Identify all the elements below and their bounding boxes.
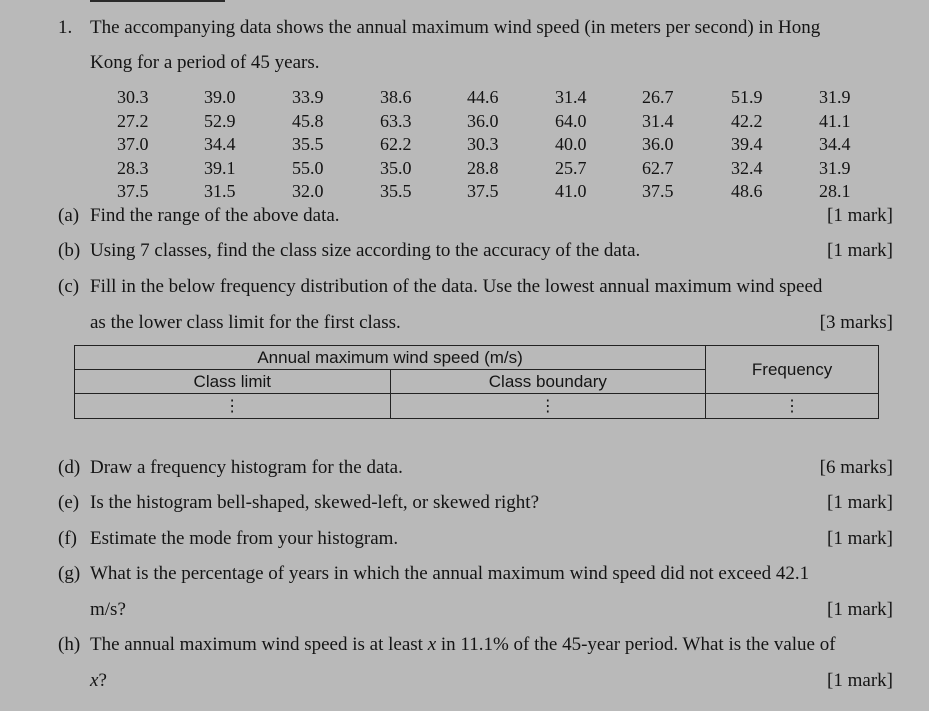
data-cell: 62.2 — [380, 134, 412, 154]
part-c-continued — [58, 311, 893, 337]
part-h-line2-tail: ? — [98, 670, 107, 691]
part-c-marks: [3 marks] — [819, 312, 893, 333]
part-a-text: Find the range of the above data. — [90, 205, 340, 226]
part-b — [58, 239, 893, 265]
part-h-marks: [1 mark] — [827, 670, 893, 691]
data-cell: 45.8 — [292, 110, 324, 131]
data-cell: 27.2 — [117, 110, 149, 131]
data-row — [104, 180, 864, 204]
data-cell: 41.0 — [555, 181, 587, 201]
part-h-variable-x: x — [427, 634, 437, 655]
data-cell: 37.0 — [117, 134, 149, 154]
part-f-label: (f) — [58, 528, 77, 549]
part-e-text: Is the histogram bell-shaped, skewed-left, or skewed right? — [90, 492, 540, 513]
data-cell: 51.9 — [731, 87, 763, 107]
data-cell: 36.0 — [467, 110, 499, 131]
part-c-text-line1: Fill in the below frequency distribution of the data. Use the lowest annual maximum wind speed — [90, 276, 823, 297]
part-c-label: (c) — [58, 276, 80, 297]
part-g-continued — [58, 598, 893, 624]
data-cell: 44.6 — [467, 87, 499, 107]
question-number: 1. — [58, 17, 73, 38]
data-cell: 42.2 — [731, 110, 763, 131]
part-d-label: (d) — [58, 457, 81, 478]
data-cell: 34.4 — [819, 134, 851, 154]
part-h-continued — [58, 669, 893, 695]
data-cell: 40.0 — [555, 134, 587, 154]
part-h-text-before: The annual maximum wind speed is at least — [90, 634, 428, 655]
class-limit-entry-cell[interactable] — [75, 394, 391, 419]
part-h-variable-x-line2: x — [90, 670, 99, 691]
data-row — [104, 133, 864, 157]
part-c-text-line2: as the lower class limit for the first class. — [90, 312, 401, 333]
data-cell: 32.0 — [292, 181, 324, 201]
part-b-text: Using 7 classes, find the class size according to the accuracy of the data. — [90, 240, 641, 261]
group-header-cell: Annual maximum wind speed (m/s) — [75, 346, 706, 370]
data-cell: 28.3 — [117, 157, 149, 178]
data-cell: 35.5 — [292, 134, 324, 154]
part-h-text-line2 — [90, 669, 107, 693]
data-row — [104, 157, 864, 181]
data-cell: 28.1 — [819, 181, 851, 201]
data-cell: 30.3 — [467, 134, 499, 154]
part-d — [58, 456, 893, 482]
part-f-marks: [1 mark] — [827, 528, 893, 549]
part-d-text: Draw a frequency histogram for the data. — [90, 457, 403, 478]
class-limit-header-cell: Class limit — [75, 370, 391, 394]
part-g-label: (g) — [58, 563, 81, 584]
part-g-text-line1: What is the percentage of years in which the annual maximum wind speed did not exceed 42.1 — [90, 563, 810, 584]
data-cell: 31.5 — [204, 181, 236, 201]
data-cell: 39.4 — [731, 134, 763, 154]
header-rule — [90, 0, 225, 2]
data-cell: 36.0 — [642, 134, 674, 154]
part-a-label: (a) — [58, 205, 80, 226]
part-g — [58, 562, 893, 588]
data-cell: 33.9 — [292, 87, 324, 107]
question-text-line1: The accompanying data shows the annual maximum wind speed (in meters per second) in Hong — [90, 17, 821, 38]
data-cell: 48.6 — [731, 181, 763, 201]
data-cell: 41.1 — [819, 110, 851, 131]
class-boundary-header-cell: Class boundary — [390, 370, 706, 394]
part-h-label: (h) — [58, 634, 81, 655]
data-cell: 39.1 — [204, 157, 236, 178]
frequency-placeholder: ⋮ — [784, 398, 801, 415]
part-f-text: Estimate the mode from your histogram. — [90, 528, 399, 549]
data-cell: 37.5 — [467, 181, 499, 201]
data-cell: 31.9 — [819, 87, 851, 107]
data-cell: 39.0 — [204, 87, 236, 107]
data-cell: 37.5 — [117, 181, 149, 201]
data-cell: 25.7 — [555, 157, 587, 178]
part-c — [58, 275, 893, 301]
class-limit-placeholder: ⋮ — [224, 398, 241, 415]
data-cell: 35.5 — [380, 181, 412, 201]
data-cell: 64.0 — [555, 110, 587, 131]
frequency-distribution-table — [74, 345, 879, 419]
data-cell: 55.0 — [292, 157, 324, 178]
data-row — [104, 86, 864, 110]
data-cell: 34.4 — [204, 134, 236, 154]
data-cell: 28.8 — [467, 157, 499, 178]
part-a-marks: [1 mark] — [827, 205, 893, 226]
part-g-text-line2: m/s? — [90, 599, 126, 620]
data-cell: 38.6 — [380, 87, 412, 107]
data-cell: 35.0 — [380, 157, 412, 178]
data-cell: 63.3 — [380, 110, 412, 131]
part-e-marks: [1 mark] — [827, 492, 893, 513]
data-row — [104, 110, 864, 134]
part-f — [58, 527, 893, 553]
frequency-header-cell: Frequency — [706, 346, 879, 394]
data-cell: 62.7 — [642, 157, 674, 178]
part-b-marks: [1 mark] — [827, 240, 893, 261]
part-d-marks: [6 marks] — [819, 457, 893, 478]
part-h-text-after: in 11.1% of the 45-year period. What is the value of — [436, 634, 836, 655]
data-cell: 31.9 — [819, 157, 851, 178]
frequency-entry-cell[interactable] — [706, 394, 879, 419]
part-g-marks: [1 mark] — [827, 599, 893, 620]
wind-speed-data-grid — [104, 86, 864, 204]
part-h — [58, 633, 893, 659]
data-cell: 31.4 — [555, 87, 587, 107]
part-e — [58, 491, 893, 517]
part-h-text-line1 — [90, 633, 836, 657]
question-text-line2: Kong for a period of 45 years. — [90, 52, 320, 73]
class-boundary-placeholder: ⋮ — [539, 398, 556, 415]
data-cell: 52.9 — [204, 110, 236, 131]
part-e-label: (e) — [58, 492, 80, 513]
part-a — [58, 204, 893, 230]
class-boundary-entry-cell[interactable] — [390, 394, 706, 419]
data-cell: 31.4 — [642, 110, 674, 131]
part-b-label: (b) — [58, 240, 81, 261]
data-cell: 32.4 — [731, 157, 763, 178]
data-cell: 30.3 — [117, 87, 149, 107]
data-cell: 26.7 — [642, 87, 674, 107]
data-cell: 37.5 — [642, 181, 674, 201]
